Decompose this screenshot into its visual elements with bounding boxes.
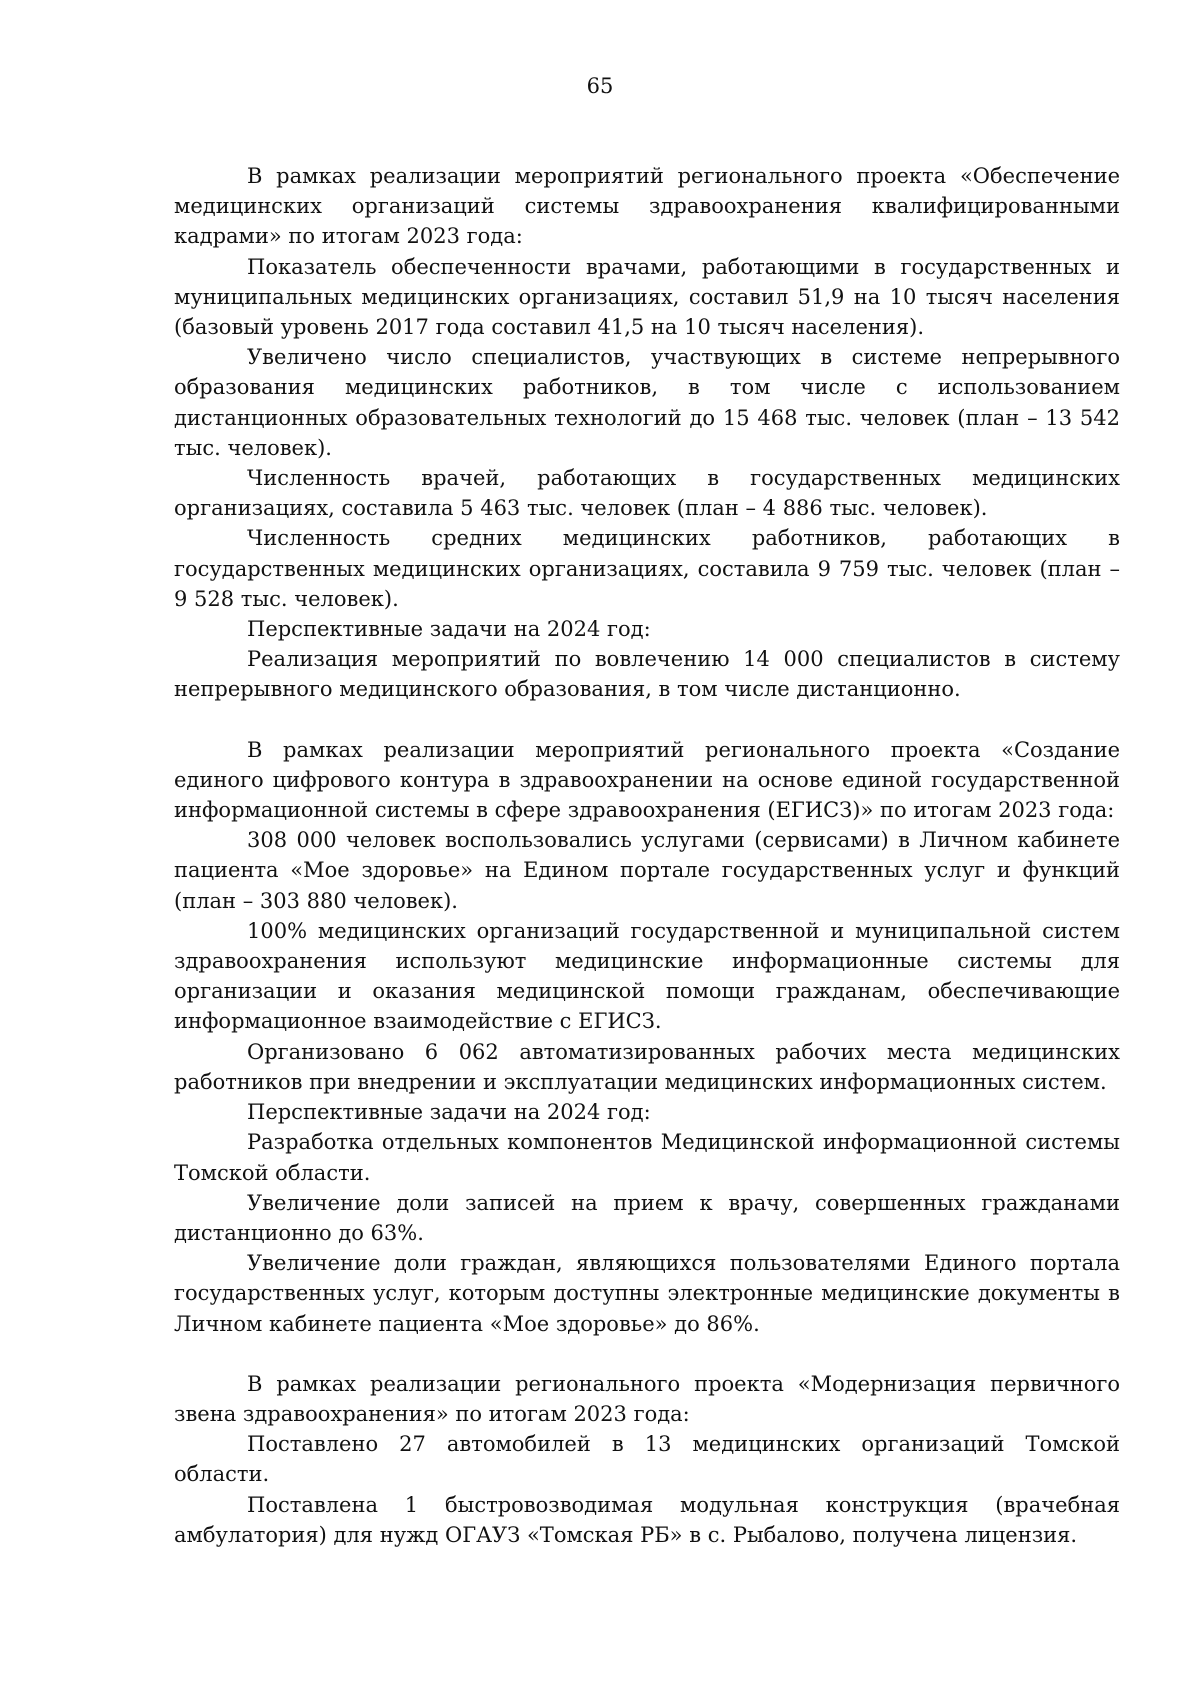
paragraph: Показатель обеспеченности врачами, работающими в государственных и муниципальных медицинских организациях, составил 51,9 на 10 тысяч населения (базовый уровень 2017 года составил 41,5 на 10 тысяч населения). [174, 254, 1120, 340]
paragraph: 308 000 человек воспользовались услугами (сервисами) в Личном кабинете пациента «Мое здоровье» на Едином портале государственных услуг и функций (план – 303 880 человек). [174, 828, 1120, 913]
paragraph: Поставлено 27 автомобилей в 13 медицинских организаций Томской области. [174, 1432, 1120, 1487]
section-staffing [174, 161, 1120, 705]
paragraph: Организовано 6 062 автоматизированных рабочих места медицинских работников при внедрении и эксплуатации медицинских информационных систем. [174, 1039, 1120, 1094]
paragraph: Численность врачей, работающих в государственных медицинских организациях, составила 5 463 тыс. человек (план – 4 886 тыс. человек). [174, 466, 1120, 521]
section-primary-care [174, 1369, 1120, 1550]
page-number: 65 [586, 74, 614, 98]
paragraph: В рамках реализации мероприятий регионального проекта «Создание единого цифрового контура в здравоохранении на основе единой государственной информационной системы в сфере здравоохранения (ЕГИСЗ)» по итогам 2023 года: [174, 737, 1120, 823]
paragraph: Увеличено число специалистов, участвующих в системе непрерывного образования медицинских работников, в том числе с использованием дистанционных образовательных технологий до 15 468 тыс. человек (план – 13 542 тыс. человек). [174, 345, 1120, 460]
paragraph: В рамках реализации мероприятий регионального проекта «Обеспечение медицинских организаций системы здравоохранения квалифицированными кадрами» по итогам 2023 года: [174, 164, 1120, 249]
paragraph: Реализация мероприятий по вовлечению 14 000 специалистов в систему непрерывного медицинского образования, в том числе дистанционно. [174, 647, 1120, 702]
paragraph: В рамках реализации регионального проекта «Модернизация первичного звена здравоохранения» по итогам 2023 года: [174, 1371, 1120, 1426]
paragraph: Увеличение доли граждан, являющихся пользователями Единого портала государственных услуг, которым доступны электронные медицинские документы в Личном кабинете пациента «Мое здоровье» до 86%. [174, 1251, 1120, 1336]
paragraph: Разработка отдельных компонентов Медицинской информационной системы Томской области. [174, 1130, 1120, 1185]
paragraph: Поставлена 1 быстровозводимая модульная конструкция (врачебная амбулатория) для нужд ОГАУЗ «Томская РБ» в с. Рыбалово, получена лицензия. [174, 1492, 1120, 1547]
paragraph: Перспективные задачи на 2024 год: [247, 617, 651, 642]
document-body [174, 161, 1120, 1550]
paragraph: Перспективные задачи на 2024 год: [247, 1100, 651, 1125]
section-digital-health [174, 735, 1120, 1339]
paragraph: 100% медицинских организаций государственной и муниципальной систем здравоохранения используют медицинские информационные системы для организации и оказания медицинской помощи гражданам, обеспечивающие информационное взаимодействие с ЕГИСЗ. [174, 918, 1120, 1034]
paragraph: Численность средних медицинских работников, работающих в государственных медицинских организациях, составила 9 759 тыс. человек (план – 9 528 тыс. человек). [174, 526, 1120, 611]
paragraph: Увеличение доли записей на прием к врачу, совершенных гражданами дистанционно до 63%. [174, 1190, 1120, 1245]
